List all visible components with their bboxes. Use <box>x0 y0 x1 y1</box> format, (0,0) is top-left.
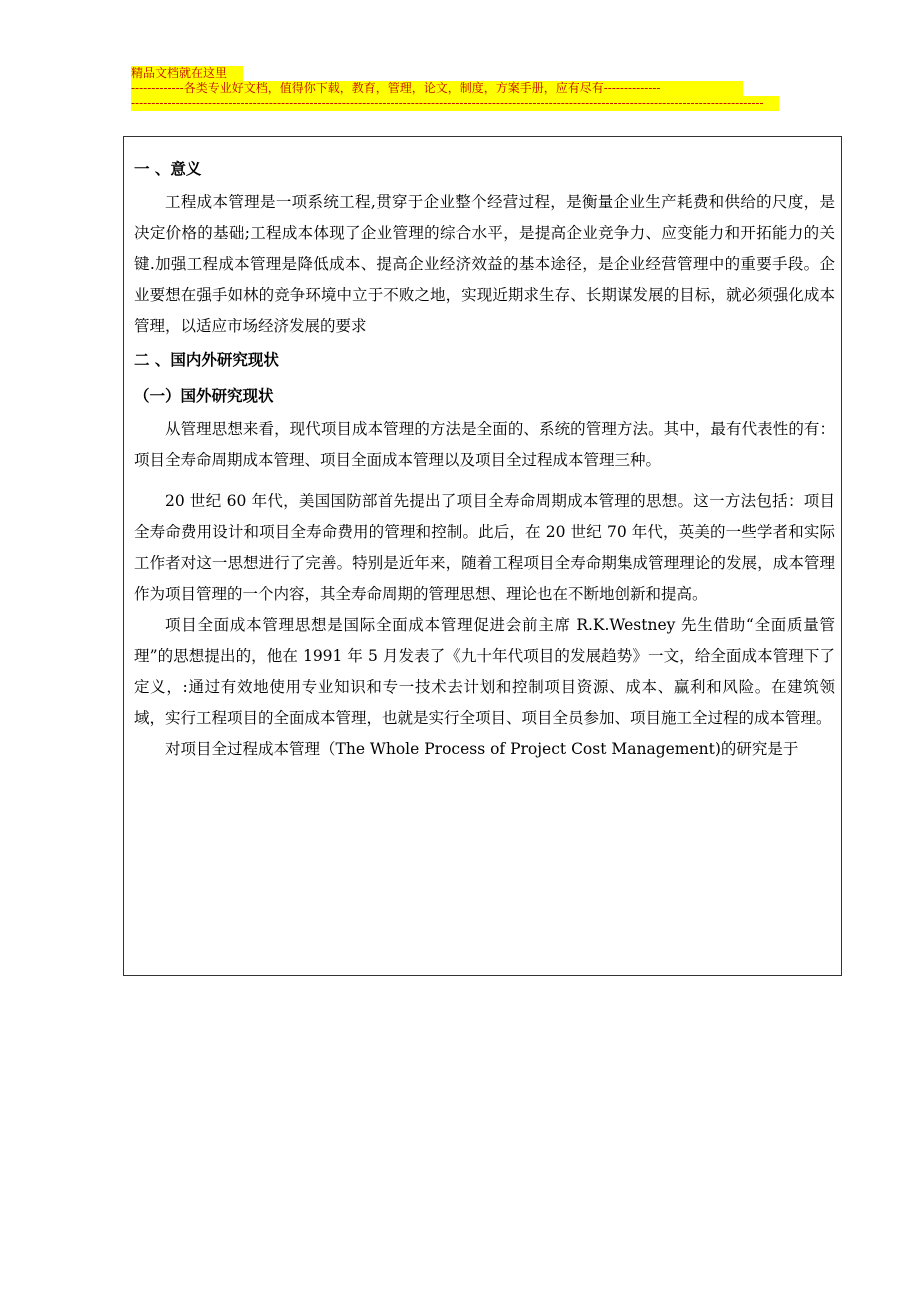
section-heading-significance: 一 、意义 <box>134 160 202 178</box>
paragraph-lifecycle-cost: 20 世纪 60 年代，美国国防部首先提出了项目全寿命周期成本管理的思想。这一方法包括：项目全寿命费用设计和项目全寿命费用的管理和控制。此后，在 20 世纪 70 年代，英美的一些学者和实际工作者对这一思想进行了完善。特别是近年来，随着工程项目全寿命期集成管理理论的发展，成本管理作为项目管理的一个内容，其全寿命周期的管理思想、理论也在不断地创新和提高。 <box>134 492 835 603</box>
banner-title: 精品文档就在这里 <box>131 66 243 81</box>
paragraph-total-cost: 项目全面成本管理思想是国际全面成本管理促进会前主席 R.K.Westney 先生借助“全面质量管理”的思想提出的，他在 1991 年 5 月发表了《九十年代项目的发展趋势》一文，给全面成本管理下了定义，:通过有效地使用专业知识和专一技术去计划和控制项目资源、成本、赢利和风险。在建筑领域，实行工程项目的全面成本管理，也就是实行全项目、项目全员参加、项目施工全过程的成本管理。 <box>134 616 835 727</box>
subsection-heading-foreign-research: （一）国外研究现状 <box>134 387 274 405</box>
document-body <box>134 151 835 765</box>
banner-tagline: -------------各类专业好文档，值得你下载，教育，管理，论文，制度，方案手册，应有尽有-------------- <box>131 81 743 96</box>
paragraph-whole-process: 对项目全过程成本管理（The Whole Process of Project Cost Management)的研究是于 <box>165 740 799 758</box>
paragraph-spacer <box>134 476 835 486</box>
paragraph-management-methods: 从管理思想来看，现代项目成本管理的方法是全面的、系统的管理方法。其中，最有代表性的有：项目全寿命周期成本管理、项目全面成本管理以及项目全过程成本管理三种。 <box>134 420 835 469</box>
content-box <box>123 136 842 976</box>
banner-divider: ------------------------------------------------------------------------------------------------------------------------------------------------------------ <box>131 96 779 111</box>
header-banner <box>131 66 779 111</box>
section-heading-research-status: 二 、国内外研究现状 <box>134 351 279 369</box>
paragraph-significance: 工程成本管理是一项系统工程,贯穿于企业整个经营过程，是衡量企业生产耗费和供给的尺度，是决定价格的基础;工程成本体现了企业管理的综合水平，是提高企业竞争力、应变能力和开拓能力的关键.加强工程成本管理是降低成本、提高企业经济效益的基本途径，是企业经营管理中的重要手段。企业要想在强手如林的竞争环境中立于不败之地，实现近期求生存、长期谋发展的目标，就必须强化成本管理，以适应市场经济发展的要求 <box>134 193 835 335</box>
